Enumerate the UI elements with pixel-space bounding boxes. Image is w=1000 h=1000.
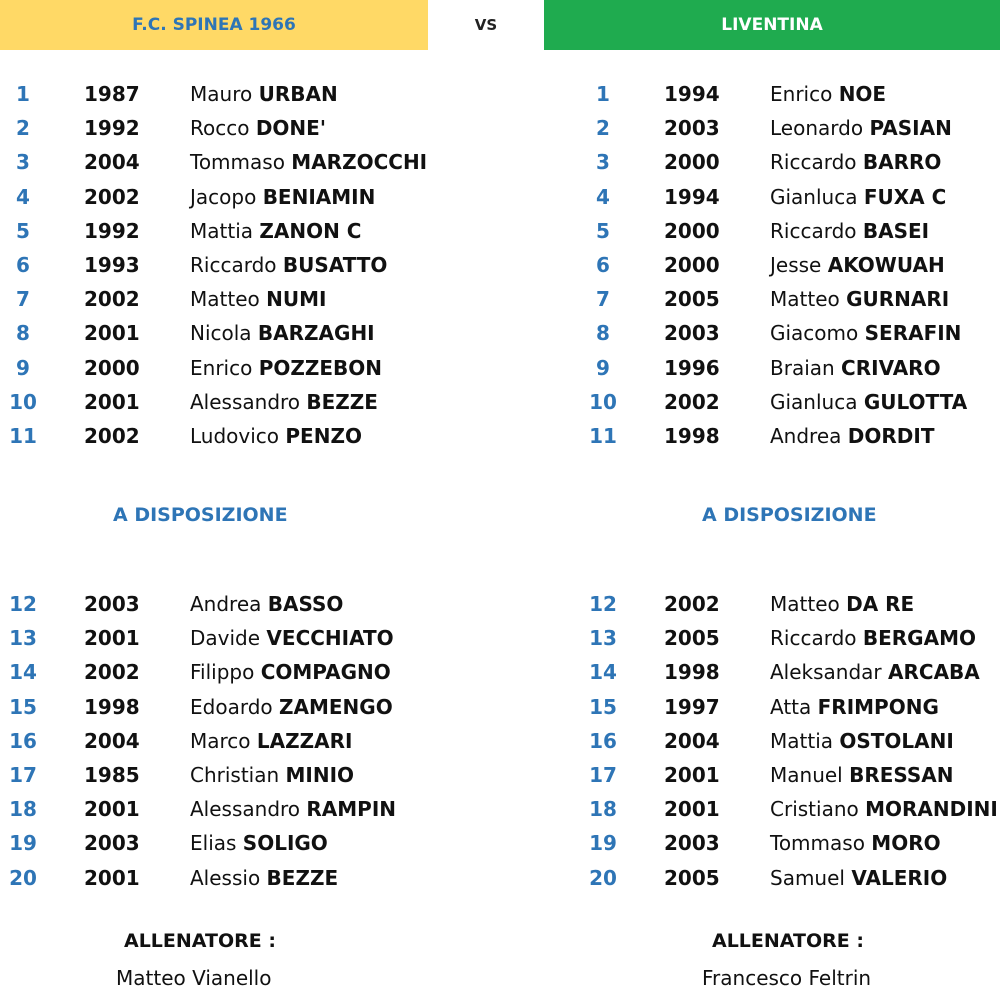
- birth-year: 1993: [84, 253, 140, 277]
- shirt-number: 7: [596, 287, 610, 312]
- player-name: [190, 588, 343, 620]
- away-coach-label: ALLENATORE :: [712, 930, 864, 952]
- shirt-number: 2: [16, 116, 30, 141]
- player-first-name: Riccardo: [190, 253, 277, 277]
- player-first-name: Edoardo: [190, 694, 273, 719]
- player-last-name: RAMPIN: [306, 797, 397, 822]
- player-last-name: DONE': [255, 116, 326, 141]
- birth-year: 2002: [84, 287, 140, 312]
- shirt-number: 11: [9, 424, 37, 448]
- player-last-name: ARCABA: [888, 660, 980, 685]
- away-team-name: LIVENTINA: [721, 15, 823, 35]
- player-first-name: Samuel: [770, 865, 845, 890]
- player-last-name: VALERIO: [851, 865, 948, 890]
- shirt-number: 1: [16, 82, 30, 106]
- birth-year: 2001: [84, 321, 140, 346]
- shirt-number: 9: [16, 355, 30, 380]
- shirt-number: 13: [9, 626, 37, 651]
- player-name: [190, 249, 387, 281]
- shirt-number: 16: [9, 728, 37, 753]
- versus-label: VS: [474, 16, 498, 34]
- shirt-number: 19: [9, 831, 37, 856]
- shirt-number: 18: [9, 797, 37, 822]
- shirt-number: 17: [589, 763, 617, 787]
- player-first-name: Tommaso: [190, 150, 285, 175]
- player-name: [190, 181, 375, 213]
- player-first-name: Jacopo: [190, 184, 257, 209]
- birth-year: 2005: [664, 287, 720, 312]
- shirt-number: 7: [16, 287, 30, 312]
- player-first-name: Mauro: [190, 82, 253, 106]
- away-team-lineup: [580, 0, 1000, 1000]
- player-last-name: MORO: [871, 831, 941, 856]
- shirt-number: 13: [589, 626, 617, 651]
- player-name: [190, 691, 393, 723]
- player-name: [770, 420, 934, 452]
- player-name: [770, 78, 886, 110]
- shirt-number: 11: [589, 424, 617, 448]
- player-first-name: Matteo: [770, 592, 840, 616]
- player-name: [190, 283, 326, 315]
- birth-year: 1985: [84, 763, 140, 787]
- player-last-name: NOE: [838, 82, 887, 106]
- birth-year: 1997: [664, 694, 720, 719]
- player-first-name: Andrea: [190, 592, 262, 616]
- birth-year: 2001: [84, 389, 140, 414]
- birth-year: 1996: [664, 355, 720, 380]
- player-last-name: GURNARI: [846, 287, 950, 312]
- player-first-name: Matteo: [190, 287, 260, 312]
- player-first-name: Ludovico: [190, 424, 280, 448]
- player-name: [770, 827, 941, 859]
- player-first-name: Enrico: [770, 82, 833, 106]
- player-name: [190, 146, 427, 178]
- player-name: [770, 146, 941, 178]
- player-first-name: Matteo: [770, 287, 840, 312]
- player-first-name: Jesse: [770, 253, 822, 277]
- birth-year: 2005: [664, 865, 720, 890]
- shirt-number: 14: [589, 660, 617, 685]
- player-last-name: ZANON C: [259, 218, 362, 243]
- birth-year: 2001: [664, 763, 720, 787]
- birth-year: 2005: [664, 626, 720, 651]
- birth-year: 1998: [664, 424, 720, 448]
- player-first-name: Alessandro: [190, 389, 301, 414]
- player-name: [770, 181, 946, 213]
- player-last-name: URBAN: [258, 82, 338, 106]
- player-name: [770, 352, 941, 384]
- shirt-number: 20: [9, 865, 37, 890]
- player-name: [770, 793, 998, 825]
- shirt-number: 16: [589, 728, 617, 753]
- player-name: [770, 283, 949, 315]
- shirt-number: 15: [9, 694, 37, 719]
- player-name: [190, 112, 326, 144]
- player-name: [770, 317, 961, 349]
- player-last-name: BASSO: [267, 592, 344, 616]
- player-last-name: FRIMPONG: [817, 694, 939, 719]
- player-name: [770, 656, 980, 688]
- player-name: [770, 112, 952, 144]
- birth-year: 1992: [84, 218, 140, 243]
- birth-year: 2004: [84, 728, 140, 753]
- player-first-name: Mattia: [770, 728, 834, 753]
- player-last-name: DORDIT: [847, 424, 935, 448]
- player-last-name: POZZEBON: [258, 355, 382, 380]
- player-first-name: Atta: [770, 694, 812, 719]
- shirt-number: 19: [589, 831, 617, 856]
- birth-year: 1998: [664, 660, 720, 685]
- player-name: [190, 215, 361, 247]
- player-first-name: Riccardo: [770, 150, 857, 175]
- shirt-number: 17: [9, 763, 37, 787]
- player-last-name: MARZOCCHI: [291, 150, 428, 175]
- player-first-name: Enrico: [190, 355, 253, 380]
- player-last-name: BEZZE: [306, 389, 378, 414]
- player-first-name: Riccardo: [770, 626, 857, 651]
- player-name: [190, 827, 328, 859]
- player-last-name: BASEI: [862, 218, 930, 243]
- birth-year: 2002: [84, 660, 140, 685]
- birth-year: 1998: [84, 694, 140, 719]
- player-last-name: SOLIGO: [242, 831, 328, 856]
- player-first-name: Andrea: [770, 424, 842, 448]
- birth-year: 2003: [664, 321, 720, 346]
- player-name: [190, 78, 338, 110]
- shirt-number: 5: [596, 218, 610, 243]
- player-name: [770, 215, 929, 247]
- player-name: [190, 725, 352, 757]
- shirt-number: 5: [16, 218, 30, 243]
- shirt-number: 12: [9, 592, 37, 616]
- player-name: [190, 862, 338, 894]
- player-last-name: SERAFIN: [864, 321, 962, 346]
- player-first-name: Manuel: [770, 763, 843, 787]
- shirt-number: 18: [589, 797, 617, 822]
- away-coach-name: Francesco Feltrin: [702, 966, 872, 990]
- player-last-name: DA RE: [846, 592, 915, 616]
- player-first-name: Gianluca: [770, 184, 858, 209]
- shirt-number: 6: [16, 253, 30, 277]
- birth-year: 2002: [664, 592, 720, 616]
- shirt-number: 4: [16, 184, 30, 209]
- birth-year: 2004: [84, 150, 140, 175]
- player-last-name: BERGAMO: [862, 626, 976, 651]
- birth-year: 2003: [84, 592, 140, 616]
- player-last-name: BUSATTO: [282, 253, 388, 277]
- player-first-name: Riccardo: [770, 218, 857, 243]
- player-first-name: Leonardo: [770, 116, 864, 141]
- player-first-name: Davide: [190, 626, 261, 651]
- player-name: [190, 317, 375, 349]
- player-first-name: Christian: [190, 763, 280, 787]
- player-name: [190, 352, 382, 384]
- player-last-name: ZAMENGO: [279, 694, 393, 719]
- player-first-name: Gianluca: [770, 389, 858, 414]
- player-last-name: MINIO: [285, 763, 355, 787]
- player-name: [770, 759, 954, 791]
- shirt-number: 3: [16, 150, 30, 175]
- player-last-name: GULOTTA: [863, 389, 968, 414]
- player-last-name: AKOWUAH: [827, 253, 945, 277]
- shirt-number: 14: [9, 660, 37, 685]
- player-last-name: COMPAGNO: [260, 660, 391, 685]
- player-last-name: FUXA C: [863, 184, 947, 209]
- player-last-name: OSTOLANI: [839, 728, 954, 753]
- shirt-number: 8: [16, 321, 30, 346]
- player-last-name: CRIVARO: [841, 355, 941, 380]
- shirt-number: 20: [589, 865, 617, 890]
- birth-year: 2002: [84, 184, 140, 209]
- player-name: [190, 656, 391, 688]
- birth-year: 1987: [84, 82, 140, 106]
- birth-year: 1992: [84, 116, 140, 141]
- shirt-number: 8: [596, 321, 610, 346]
- birth-year: 2000: [84, 355, 140, 380]
- home-coach-label: ALLENATORE :: [124, 930, 276, 952]
- player-name: [770, 386, 967, 418]
- player-name: [190, 793, 396, 825]
- shirt-number: 10: [589, 389, 617, 414]
- player-last-name: PENZO: [285, 424, 362, 448]
- birth-year: 2003: [664, 116, 720, 141]
- player-first-name: Rocco: [190, 116, 250, 141]
- shirt-number: 12: [589, 592, 617, 616]
- birth-year: 2001: [84, 797, 140, 822]
- birth-year: 2002: [664, 389, 720, 414]
- home-subs-title: A DISPOSIZIONE: [113, 504, 288, 526]
- player-name: [770, 725, 954, 757]
- player-last-name: BEZZE: [266, 865, 339, 890]
- player-name: [770, 691, 939, 723]
- player-first-name: Cristiano: [770, 797, 859, 822]
- player-first-name: Nicola: [190, 321, 252, 346]
- player-name: [770, 862, 947, 894]
- player-last-name: VECCHIATO: [266, 626, 394, 651]
- shirt-number: 3: [596, 150, 610, 175]
- home-team-name: F.C. SPINEA 1966: [132, 15, 296, 35]
- birth-year: 2004: [664, 728, 720, 753]
- player-name: [190, 420, 362, 452]
- birth-year: 2002: [84, 424, 140, 448]
- player-first-name: Tommaso: [770, 831, 865, 856]
- player-last-name: BRESSAN: [849, 763, 954, 787]
- away-subs-title: A DISPOSIZIONE: [702, 504, 877, 526]
- player-first-name: Filippo: [190, 660, 255, 685]
- player-name: [770, 622, 976, 654]
- birth-year: 2001: [84, 865, 140, 890]
- player-last-name: MORANDINI: [865, 797, 998, 822]
- birth-year: 2000: [664, 150, 720, 175]
- player-last-name: BARZAGHI: [257, 321, 375, 346]
- player-name: [770, 249, 945, 281]
- player-name: [190, 759, 354, 791]
- shirt-number: 4: [596, 184, 610, 209]
- player-name: [770, 588, 914, 620]
- player-first-name: Mattia: [190, 218, 254, 243]
- player-first-name: Alessandro: [190, 797, 301, 822]
- player-first-name: Elias: [190, 831, 237, 856]
- birth-year: 2000: [664, 218, 720, 243]
- birth-year: 1994: [664, 82, 720, 106]
- birth-year: 2001: [84, 626, 140, 651]
- player-first-name: Giacomo: [770, 321, 859, 346]
- player-name: [190, 622, 394, 654]
- player-first-name: Braian: [770, 355, 835, 380]
- player-first-name: Marco: [190, 728, 251, 753]
- player-last-name: PASIAN: [869, 116, 952, 141]
- player-first-name: Aleksandar: [770, 660, 882, 685]
- home-coach-name: Matteo Vianello: [116, 966, 272, 990]
- shirt-number: 15: [589, 694, 617, 719]
- player-last-name: LAZZARI: [256, 728, 353, 753]
- birth-year: 2003: [664, 831, 720, 856]
- birth-year: 2003: [84, 831, 140, 856]
- player-last-name: BENIAMIN: [262, 184, 376, 209]
- player-name: [190, 386, 378, 418]
- shirt-number: 2: [596, 116, 610, 141]
- shirt-number: 9: [596, 355, 610, 380]
- shirt-number: 6: [596, 253, 610, 277]
- birth-year: 2000: [664, 253, 720, 277]
- birth-year: 1994: [664, 184, 720, 209]
- player-first-name: Alessio: [190, 865, 261, 890]
- shirt-number: 1: [596, 82, 610, 106]
- player-last-name: BARRO: [862, 150, 942, 175]
- birth-year: 2001: [664, 797, 720, 822]
- player-last-name: NUMI: [266, 287, 327, 312]
- shirt-number: 10: [9, 389, 37, 414]
